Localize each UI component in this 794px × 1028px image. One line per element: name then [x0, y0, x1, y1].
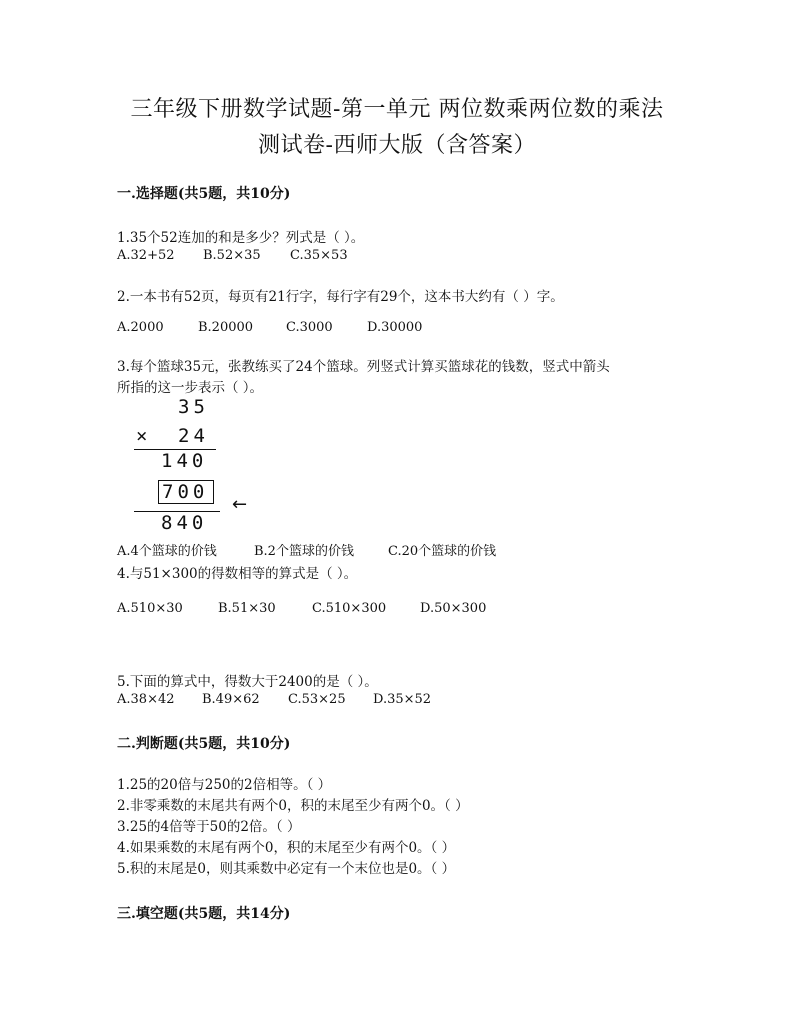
q4-option-a: A.510×30 — [117, 601, 183, 616]
calc-product: 840 — [161, 512, 208, 534]
q3-text-line1: 3.每个篮球35元，张教练买了24个篮球。列竖式计算买篮球花的钱数，竖式中箭头 — [117, 359, 610, 375]
q3-option-a: A.4个篮球的价钱 — [117, 544, 217, 559]
calc-multiplicand: 35 — [178, 396, 209, 418]
q1-option-b: B.52×35 — [203, 248, 261, 263]
q1-option-c: C.35×53 — [290, 248, 348, 263]
judge-item: 3.25的4倍等于50的2倍。（ ） — [117, 819, 301, 835]
section2-heading: 二.判断题(共5题，共10分) — [117, 736, 291, 752]
q4-text: 4.与51×300的得数相等的算式是（ ）。 — [117, 566, 358, 582]
left-arrow-icon: ← — [232, 494, 248, 515]
section1-heading: 一.选择题(共5题，共10分) — [117, 186, 291, 202]
q3-options — [117, 540, 496, 559]
q5-option-a: A.38×42 — [117, 692, 175, 707]
q1-option-a: A.32+52 — [117, 248, 175, 263]
q4-options — [117, 601, 486, 616]
q1-text: 1.35个52连加的和是多少？列式是（ ）。 — [117, 230, 365, 246]
q2-options — [117, 320, 422, 335]
q4-option-c: C.510×300 — [312, 601, 387, 616]
q3-option-b: B.2个篮球的价钱 — [254, 544, 354, 559]
calc-partial-2: 700 — [162, 481, 209, 503]
judge-item: 2.非零乘数的末尾共有两个0，积的末尾至少有两个0。（ ） — [117, 798, 469, 814]
doc-title-line1: 三年级下册数学试题-第一单元 两位数乘两位数的乘法 — [130, 97, 664, 122]
doc-title-line2: 测试卷-西师大版（含答案） — [258, 133, 536, 158]
q1-options — [117, 248, 348, 263]
calc-partial-1: 140 — [161, 450, 208, 472]
section3-heading: 三.填空题(共5题，共14分) — [117, 906, 291, 922]
q2-option-a: A.2000 — [117, 320, 164, 335]
q5-options — [117, 692, 431, 707]
q4-option-d: D.50×300 — [420, 601, 487, 616]
judge-item: 4.如果乘数的末尾有两个0，积的末尾至少有两个0。（ ） — [117, 840, 456, 856]
q2-option-c: C.3000 — [286, 320, 333, 335]
judge-item: 1.25的20倍与250的2倍相等。（ ） — [117, 777, 332, 793]
q5-text: 5.下面的算式中，得数大于2400的是（ ）。 — [117, 674, 378, 690]
q3-text-line2: 所指的这一步表示（ ）。 — [117, 380, 264, 396]
judge-item: 5.积的末尾是0，则其乘数中必定有一个末位也是0。（ ） — [117, 861, 456, 877]
q2-option-b: B.20000 — [198, 320, 254, 335]
q5-option-b: B.49×62 — [202, 692, 260, 707]
vertical-multiplication — [128, 394, 268, 539]
q5-option-c: C.53×25 — [288, 692, 346, 707]
q5-option-d: D.35×52 — [373, 692, 432, 707]
q4-option-b: B.51×30 — [218, 601, 276, 616]
calc-multiplier: 24 — [178, 425, 209, 447]
calc-times-sign: × — [136, 425, 152, 447]
q2-text: 2.一本书有52页，每页有21行字，每行字有29个，这本书大约有（ ）字。 — [117, 289, 564, 305]
q3-option-c: C.20个篮球的价钱 — [388, 544, 497, 559]
q2-option-d: D.30000 — [367, 320, 423, 335]
